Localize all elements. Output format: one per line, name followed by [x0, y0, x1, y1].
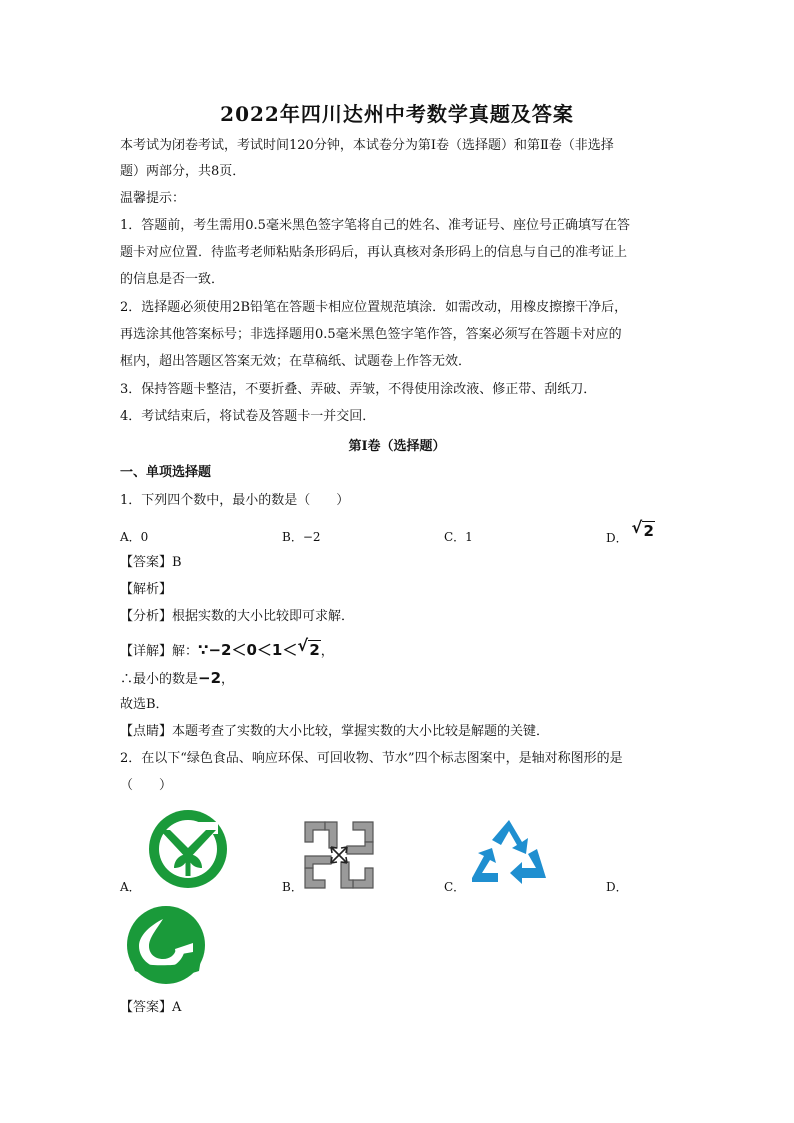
tip-line-8: 4．考试结束后，将试卷及答题卡一并交回． — [120, 409, 376, 424]
q1-therefore-text: ∴最小的数是 — [120, 672, 199, 687]
tip-line-6: 框内，超出答题区答案无效；在草稿纸、试题卷上作答无效． — [120, 354, 472, 369]
q2-stem-line-2: （ ） — [120, 778, 173, 793]
q1-answer: 【答案】B — [120, 555, 182, 570]
q2-option-b: B． — [282, 880, 303, 894]
q1-option-d-sqrt — [631, 518, 654, 540]
tip-line-2: 题卡对应位置．待监考老师粘贴条形码后，再认真核对条形码上的信息与自己的准考证上 — [120, 245, 628, 260]
q1-detail-math: ∵−2＜0＜1＜ — [198, 641, 298, 659]
q1-choose: 故选B． — [120, 697, 169, 712]
environmental-protection-logo — [303, 820, 375, 890]
q1-fenxi: 【分析】根据实数的大小比较即可求解． — [120, 609, 355, 624]
q1-stem: 1．下列四个数中，最小的数是（ ） — [120, 493, 350, 508]
q2-stem-line-1: 2．在以下“绿色食品、响应环保、可回收物、节水”四个标志图案中，是轴对称图形的是 — [120, 751, 623, 766]
intro-line-2: 题）两部分，共8页． — [120, 164, 246, 179]
tip-line-5: 再选涂其他答案标号；非选择题用0.5毫米黑色签字笔作答，答案必须写在答题卡对应的 — [120, 327, 622, 342]
q2-option-d: D． — [606, 880, 628, 894]
water-saving-logo — [125, 905, 207, 985]
recycle-logo — [470, 818, 548, 884]
q1-option-b: B．−2 — [282, 530, 321, 544]
q1-option-a: A．0 — [120, 530, 149, 544]
sqrt-arg: 2 — [643, 522, 654, 540]
q2-answer: 【答案】A — [120, 1000, 182, 1015]
sqrt-icon: √ — [297, 636, 309, 655]
part1-title: 第Ⅰ卷（选择题） — [348, 439, 446, 454]
q1-comment: 【点睛】本题考查了实数的大小比较，掌握实数的大小比较是解题的关键． — [120, 724, 550, 739]
q2-option-a: A． — [120, 880, 141, 894]
green-food-logo — [147, 808, 229, 890]
tip-line-1: 1．答题前，考生需用0.5毫米黑色签字笔将自己的姓名、准考证号、座位号正确填写在答 — [120, 218, 630, 233]
tips-heading: 温馨提示： — [120, 191, 186, 206]
q1-option-c: C．1 — [444, 530, 473, 544]
page-title: 2022年四川达州中考数学真题及答案 — [220, 102, 574, 126]
tip-line-4: 2．选择题必须使用2B铅笔在答题卡相应位置规范填涂．如需改动，用橡皮擦擦干净后， — [120, 300, 628, 315]
q1-detail — [120, 636, 334, 662]
q1-option-d — [606, 518, 655, 546]
section1-title: 一、单项选择题 — [120, 465, 212, 480]
q2-option-c: C． — [444, 880, 466, 894]
q1-detail-sqrt — [297, 636, 320, 660]
q1-therefore-value: −2 — [198, 669, 222, 687]
sqrt-arg: 2 — [309, 641, 320, 659]
q1-therefore-tail: ， — [221, 672, 235, 687]
q1-therefore — [120, 668, 234, 690]
q1-option-d-label: D． — [606, 531, 628, 545]
sqrt-icon: √ — [631, 518, 643, 537]
tip-line-7: 3．保持答题卡整洁，不要折叠、弄破、弄皱，不得使用涂改液、修正带、刮纸刀． — [120, 382, 597, 397]
q1-analysis-heading: 【解析】 — [120, 582, 173, 597]
tip-line-3: 的信息是否一致． — [120, 272, 225, 287]
intro-line-1: 本考试为闭卷考试，考试时间120分钟，本试卷分为第Ⅰ卷（选择题）和第Ⅱ卷（非选择 — [120, 138, 614, 153]
q1-detail-label: 【详解】解： — [120, 644, 199, 659]
q1-detail-tail: ， — [320, 644, 334, 659]
